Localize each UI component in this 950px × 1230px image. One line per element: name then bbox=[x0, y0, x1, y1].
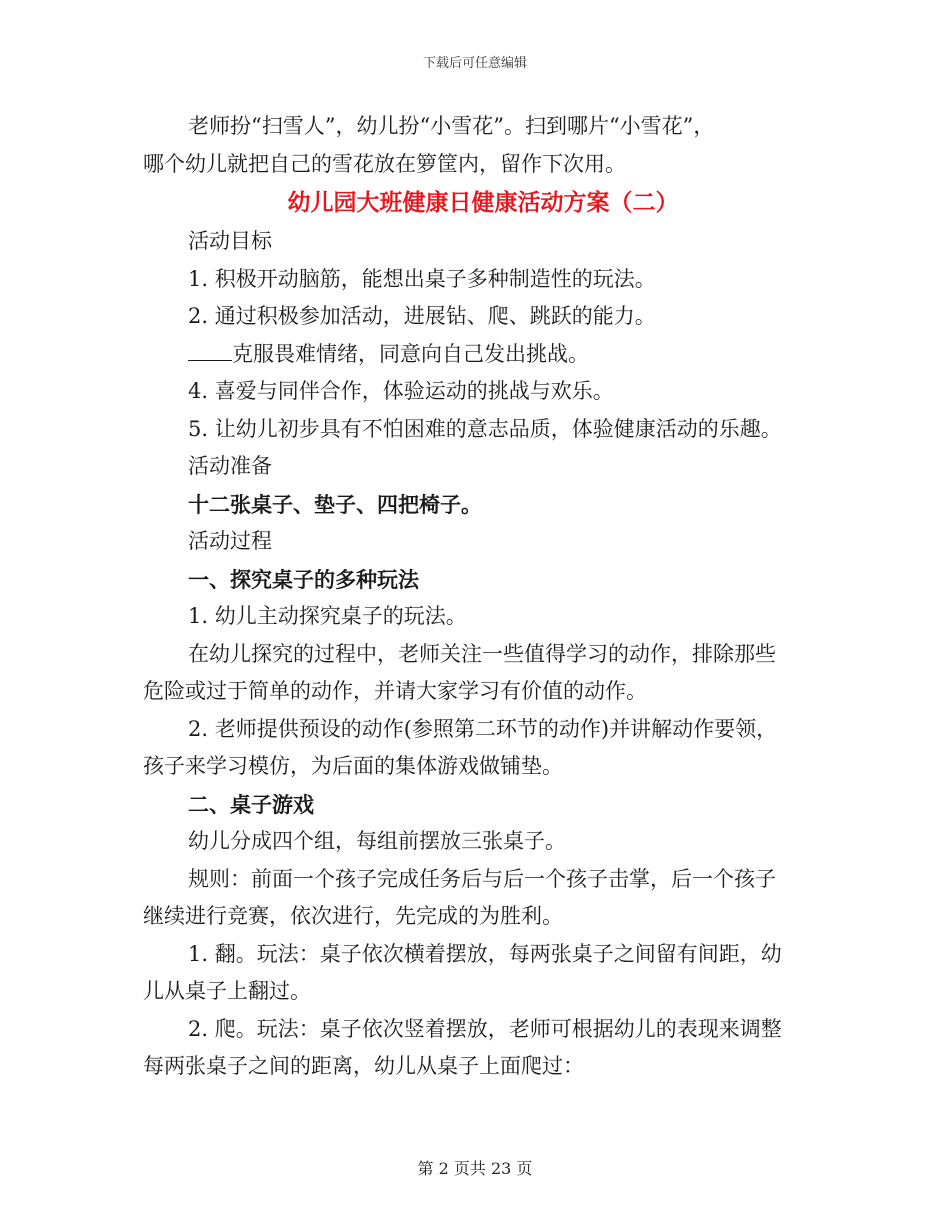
paragraph: 继续进行竞赛，依次进行，先完成的为胜利。 bbox=[143, 904, 563, 928]
goal-item-text: 克服畏难情绪，同意向自己发出挑战。 bbox=[232, 341, 589, 366]
section-heading: 二、桌子游戏 bbox=[188, 791, 314, 817]
blank-underline bbox=[188, 342, 232, 361]
paragraph: 规则：前面一个孩子完成任务后与后一个孩子击掌，后一个孩子 bbox=[188, 866, 776, 891]
paragraph: 危险或过于简单的动作，并请大家学习有价值的动作。 bbox=[143, 679, 647, 703]
paragraph: 在幼儿探究的过程中，老师关注一些值得学习的动作，排除那些 bbox=[188, 641, 776, 666]
prep-heading: 活动准备 bbox=[188, 454, 272, 478]
step-item: 1. 幼儿主动探究桌子的玩法。 bbox=[188, 604, 467, 628]
goal-item bbox=[143, 336, 803, 374]
paragraph: 儿从桌子上翻过。 bbox=[143, 979, 311, 1003]
paragraph: 哪个幼儿就把自己的雪花放在箩筐内，留作下次用。 bbox=[143, 151, 626, 176]
paragraph: 每两张桌子之间的距离，幼儿从桌子上面爬过： bbox=[143, 1054, 584, 1078]
paragraph: 老师扮“扫雪人”，幼儿扮“小雪花”。扫到哪片“小雪花”， bbox=[188, 114, 715, 138]
document-body bbox=[143, 108, 803, 1086]
step-item: 2. 老师提供预设的动作(参照第二环节的动作)并讲解动作要领， bbox=[188, 716, 778, 741]
process-heading: 活动过程 bbox=[188, 529, 272, 553]
step-item: 1. 翻。玩法：桌子依次横着摆放，每两张桌子之间留有间距，幼 bbox=[188, 941, 782, 966]
paragraph: 幼儿分成四个组，每组前摆放三张桌子。 bbox=[188, 829, 566, 853]
page-footer: 第 2 页共 23 页 bbox=[417, 1159, 533, 1178]
section-title: 幼儿园大班健康日健康活动方案（二） bbox=[287, 189, 679, 216]
paragraph: 孩子来学习模仿，为后面的集体游戏做铺垫。 bbox=[143, 754, 563, 778]
section-heading: 一、探究桌子的多种玩法 bbox=[188, 566, 419, 592]
goal-item: 1. 积极开动脑筋，能想出桌子多种制造性的玩法。 bbox=[188, 266, 656, 291]
prep-items: 十二张桌子、垫子、四把椅子。 bbox=[188, 491, 482, 517]
goal-item: 5. 让幼儿初步具有不怕困难的意志品质，体验健康活动的乐趣。 bbox=[188, 416, 782, 441]
step-item: 2. 爬。玩法：桌子依次竖着摆放，老师可根据幼儿的表现来调整 bbox=[188, 1016, 782, 1041]
goal-item: 4. 喜爱与同伴合作，体验运动的挑战与欢乐。 bbox=[188, 379, 614, 403]
page-header: 下载后可任意编辑 bbox=[422, 56, 527, 71]
goal-heading: 活动目标 bbox=[188, 229, 272, 253]
goal-item: 2. 通过积极参加活动，进展钻、爬、跳跃的能力。 bbox=[188, 304, 656, 328]
